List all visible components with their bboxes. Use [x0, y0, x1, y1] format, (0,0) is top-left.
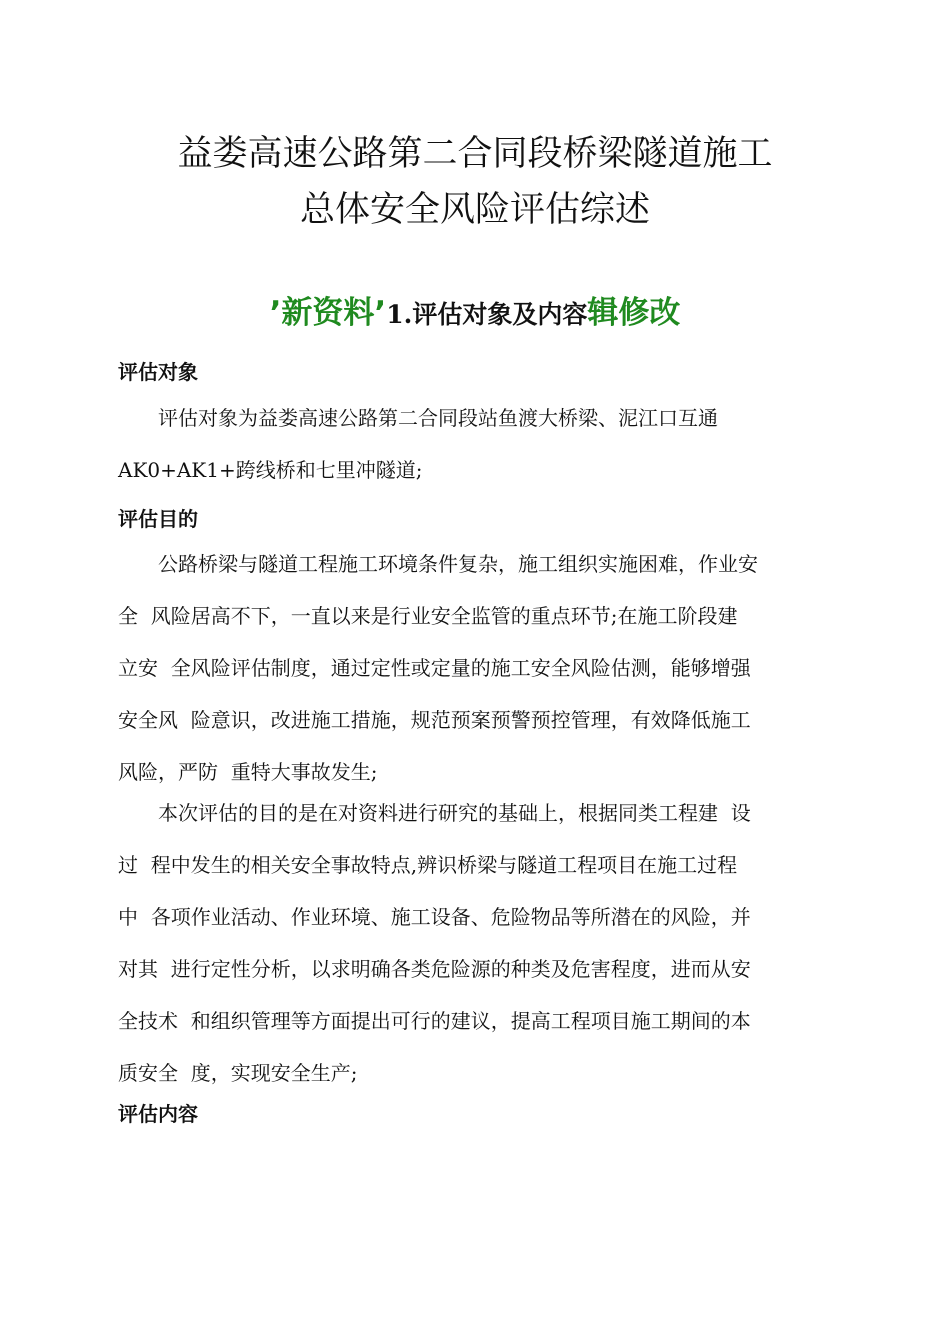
heading-main: 1.评估对象及内容 [386, 300, 588, 329]
paragraph-line: 过 程中发生的相关安全事故特点,辨识桥梁与隧道工程项目在施工过程 [118, 853, 738, 877]
paragraph-line: 立安 全风险评估制度，通过定性或定量的施工安全风险估测，能够增强 [118, 656, 751, 680]
paragraph-line: 全 风险居高不下，一直以来是行业安全监管的重点环节;在施工阶段建 [118, 604, 738, 628]
paragraph-line: 评估对象为益娄高速公路第二合同段站鱼渡大桥梁、泥江口互通 [158, 406, 718, 430]
paragraph-line: AK0+AK1+跨线桥和七里冲隧道; [118, 458, 423, 482]
section-heading [0, 287, 950, 332]
paragraph-line: 全技术 和组织管理等方面提出可行的建议，提高工程项目施工期间的本 [118, 1009, 751, 1033]
content-label: 评估内容 [118, 1102, 198, 1126]
heading-prefix: ’新资料’ [269, 295, 387, 331]
paragraph-line: 质安全 度，实现安全生产; [118, 1061, 358, 1085]
paragraph-line: 本次评估的目的是在对资料进行研究的基础上，根据同类工程建 设 [158, 801, 751, 825]
purpose-paragraph-2 [118, 787, 833, 1099]
heading-suffix: 辑修改 [587, 295, 681, 331]
paragraph-line: 对其 进行定性分析，以求明确各类危险源的种类及危害程度，进而从安 [118, 957, 751, 981]
paragraph-line: 中 各项作业活动、作业环境、施工设备、危险物品等所潜在的风险，并 [118, 905, 751, 929]
document-title [0, 126, 950, 238]
object-paragraph [118, 392, 833, 496]
paragraph-line: 安全风 险意识，改进施工措施，规范预案预警预控管理，有效降低施工 [118, 708, 751, 732]
purpose-paragraph-1 [118, 538, 833, 798]
object-label: 评估对象 [118, 360, 198, 384]
title-line-1: 益娄高速公路第二合同段桥梁隧道施工 [177, 134, 773, 174]
purpose-label: 评估目的 [118, 507, 198, 531]
title-line-2: 总体安全风险评估综述 [299, 190, 650, 230]
paragraph-line: 公路桥梁与隧道工程施工环境条件复杂，施工组织实施困难，作业安 [158, 552, 758, 576]
paragraph-line: 风险，严防 重特大事故发生; [118, 760, 378, 784]
